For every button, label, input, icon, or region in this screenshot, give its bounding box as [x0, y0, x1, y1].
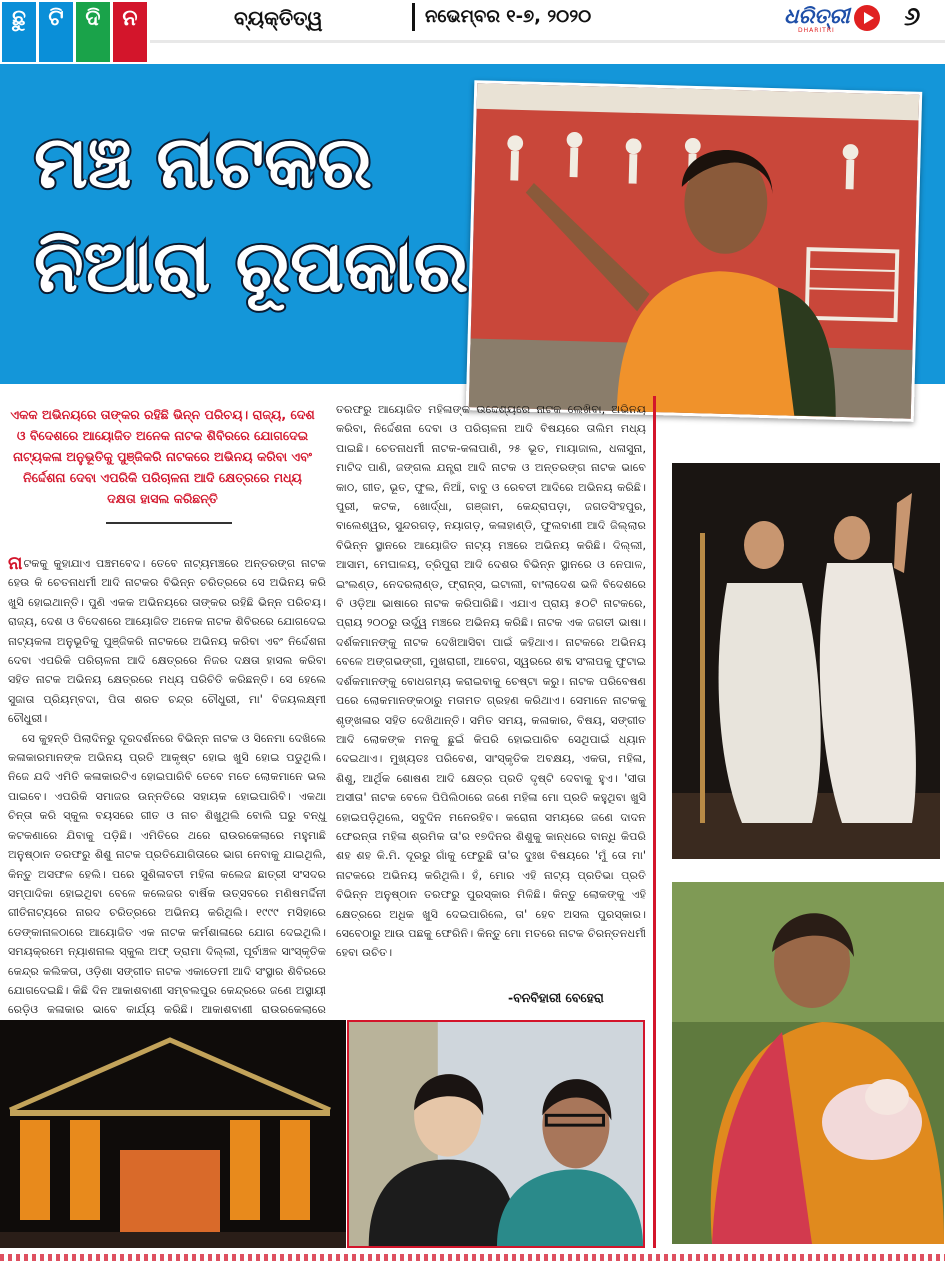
stage-performance-photo [672, 463, 940, 859]
intro-divider [106, 522, 232, 524]
footer-rule [0, 1254, 945, 1261]
headline-line-2: ନିଆରା ରୂପକାର [34, 224, 469, 308]
article-paragraph: ନାଟକକୁ କୁହାଯାଏ ପଞ୍ଚମବେଦ। ତେବେ ନାଟ୍ୟମଞ୍ଚରେ ଅନ୍ତରଙ୍ଗ ନାଟକ ହେଉ କି ଚେତନାଧର୍ମୀ ଆଦି ନାଟକର ବିଭିନ୍ନ ଚରିତ୍ରରେ ସେ ଅଭିନୟ କରି ଖୁସି ହୋଇଥାନ୍ତି। ପୁଣି ଏକକ ଅଭିନୟରେ ତାଙ୍କର ରହିଛି ଭିନ୍ନ ପରିଚୟ। ରାଜ୍ୟ, ଦେଶ ଓ ବିଦେଶରେ ଆୟୋଜିତ ଅନେକ ନାଟକ ଶିବିରରେ ଯୋଗଦେଇ ନାଟ୍ୟକଳା ଅନୁଭୂତିକୁ ପୁଞ୍ଜିକରି ନାଟକରେ ଅଭିନୟ କରିବା ଏବଂ ନିର୍ଦ୍ଦେଶନା ଦେବା ଏପରିକି ପରିଚାଳନା ଆଦି କ୍ଷେତ୍ରରେ ନିଜର ଦକ୍ଷତା ହାସଲ କରିବା ସହିତ ନାଟକ ଅଭିନୟ କ୍ଷେତ୍ରରେ ମଧ୍ୟ ପରିଚିତି କରିଛନ୍ତି। ସେ ହେଲେ ସୁଜାତା ପ୍ରିୟମ୍ବଦା, ପିତା ଶରତ ଚନ୍ଦ୍ର ଚୌଧୁରୀ, ମା' ବିଜୟଲକ୍ଷ୍ମୀ ଚୌଧୁରୀ। [8, 553, 326, 726]
selfie-photo [347, 1020, 645, 1248]
article-column-1 [8, 553, 326, 1017]
section-logo [2, 2, 147, 62]
brand-subtitle: DHARITRI [798, 27, 835, 34]
article-paragraph: ତରଫରୁ ଆୟୋଜିତ ମହିଳାଙ୍କ ଉଦ୍ଦେଶ୍ୟରେ ନାଟକ ଲେଖିବା, ଅଭିନୟ କରିବା, ନିର୍ଦ୍ଦେଶନା ଦେବା ଓ ପରିଚାଳନା ଆଦି ବିଷୟରେ ତାଲିମ ମଧ୍ୟ ପାଇଛି। ଚେତନାଧର୍ମୀ ନାଟକ-କଳାପାଣି, ୨୫ ଭୂତ, ମାୟାଜାଲ, ଧଳାସୁନା, ମାଟିଦ ପାଣି, ଜଙ୍ଗଲ ଯନ୍ତ୍ରା ଆଦି ନାଟକ ଓ ଅନ୍ତରଙ୍ଗ ନାଟକ ଭାବେ କାଠ, ଗୀତ, ଭୂତ, ଫୁଲ, ନିଆଁ, ବାବୁ ଓ ରେବତୀ ଆଦିରେ ଅଭିନୟ କରିଛି। ପୁରୀ, କଟକ, ଖୋର୍ଦ୍ଧା, ଗଞ୍ଜାମ, କେନ୍ଦ୍ରାପଡ଼ା, ଜଗତସିଂହପୁର, ବାଲେଶ୍ୱର, ସୁନ୍ଦରଗଡ଼, ନୟାଗଡ଼, କଳାହାଣ୍ଡି, ଫୁଲବାଣୀ ଆଦି ଜିଲ୍ଲାର ବିଭିନ୍ନ ସ୍ଥାନରେ ଆୟୋଜିତ ନାଟ୍ୟ ମଞ୍ଚରେ ଅଭିନୟ କରିଛି। ଦିଲ୍ଲୀ, ଆସାମ, ମେଘାଳୟ, ତ୍ରିପୁରା ଆଦି ଦେଶର ବିଭିନ୍ନ ସ୍ଥାନରେ ଓ ନେପାଳ, ଇଂଲଣ୍ଡ, ନେଦରଲାଣ୍ଡ, ଫ୍ରାନ୍ସ, ଇଟାଲୀ, ବାଂଲାଦେଶ ଭଳି ବିଦେଶରେ ବି ଓଡ଼ିଆ ଭାଷାରେ ନାଟକ କରିପାରିଛି। ଏଯାଏ ପ୍ରାୟ ୫୦ଟି ନାଟକରେ, ପ୍ରାୟ ୨୦୦ରୁ ଉର୍ଦ୍ଧ୍ୱ ମଞ୍ଚରେ ଅଭିନୟ କରିଛି। ନାଟକ ଏକ ଜଗତୀ ଭାଷା। ଦର୍ଶକମାନଙ୍କୁ ନାଟକ ଦେଖିଆସିବା ପାଇଁ କହିଥାଏ। ନାଟକରେ ଅଭିନୟ ବେଳେ ଅଙ୍ଗଭଙ୍ଗୀ, ମୁଖରାଗୀ, ଆବେଗ, ସ୍ୱରରେ ଶବ୍ଦ ସଂଳାପକୁ ଫୁଟାଇ ଦର୍ଶକମାନଙ୍କୁ ବୋଧଗମ୍ୟ କରାଇବାକୁ ଚେଷ୍ଟା କରୁ। ନାଟକ ପରିବେଷଣ ପରେ ଲୋକମାନଙ୍କଠାରୁ ମତାମତ ଗ୍ରହଣ କରିଥାଏ। ସେମାନେ ନାଟକକୁ ଶୃଙ୍ଖଳାର ସହିତ ଦେଖିଥାନ୍ତି। ସମିତ ସମୟ, କଳାକାର, ବିଷୟ, ସଙ୍ଗୀତ ଆଦି ଲୋକଙ୍କ ମନକୁ ଛୁଇଁ କିପରି ହୋଇପାରିବ ସେଥିପାଇଁ ଧ୍ୟାନ ଦେଇଥାଏ। ମୁଖ୍ୟତଃ ପରିବେଶ, ସାଂସ୍କୃତିକ ଅବକ୍ଷୟ, ଏକତା, ମହିଳା, ଶିଶୁ, ଆର୍ଥିକ ଶୋଷଣ ଆଦି କ୍ଷେତ୍ର ପ୍ରତି ଦୃଷ୍ଟି ଦେବାକୁ ହୁଏ। 'ସୀତା ଅସୀତା' ନାଟକ ବେଳେ ପିପିଲିଠାରେ ଜଣେ ମହିଳା ମୋ ପ୍ରତି କହୁଥିବା ଖୁସି ହୋଇପଡ଼ିଥିଲେ, ସବୁଦିନ ମନେରହିବ। କରୋନା ସମୟରେ ଜଣେ ଦାଦନ ଫେରନ୍ତା ମହିଳା ଶ୍ରମିକ ତା'ର ୧୭ଦିନର ଶିଶୁକୁ କାନ୍ଧରେ ବାନ୍ଧି କିପରି ଶହ ଶହ କି.ମି. ଦୂରରୁ ଗାଁକୁ ଫେରୁଛି ତା'ର ଦୁଃଖ ବିଷୟରେ 'ମୁଁ ତୋ ମା' ନାଟକରେ ଅଭିନୟ କରିଥିଲି। ହଁ, ମୋର ଏହି ନାଟ୍ୟ ପ୍ରତିଭା ପ୍ରତି ବିଭିନ୍ନ ଅନୁଷ୍ଠାନ ତରଫରୁ ପୁରସ୍କାର ମିଳିଛି। କିନ୍ତୁ ଲୋକଙ୍କୁ ଏହି କ୍ଷେତ୍ରରେ ଅଧିକ ଖୁସି ଦେଇପାରିଲେ, ତା' ହେବ ଅସଲ ପୁରସ୍କାର। ସେବେଠାରୁ ଆଉ ପଛକୁ ଫେରିନି। କିନ୍ତୁ ମୋ ମତରେ ନାଟକ ଚିରନ୍ତନଧର୍ମୀ ହେବା ଉଚିତ। [336, 403, 646, 960]
logo-letter: ଛୁ [2, 2, 36, 62]
page-number: ୬ [904, 2, 921, 32]
hero-portrait-photo [466, 80, 922, 422]
play-icon [854, 5, 880, 31]
masthead [0, 0, 945, 42]
logo-letter: ନ [113, 2, 147, 62]
brand-logo: ଧରିତ୍ରୀ [784, 4, 850, 28]
issue-date: ନଭେମ୍ବର ୧-୭, ୨୦୨୦ [412, 3, 704, 31]
headline-line-1: ମଞ୍ଚ ନାଟକର [34, 120, 372, 204]
stage-group-photo [0, 1020, 346, 1248]
byline: -ବନବିହାରୀ ବେହେରା [508, 990, 604, 1005]
logo-letter: ଦି [76, 2, 110, 62]
headline [34, 110, 474, 318]
article-paragraph: ସେ କୁହନ୍ତି ପିଲାଦିନରୁ ଦୂରଦର୍ଶନରେ ବିଭିନ୍ନ ନାଟକ ଓ ସିନେମା ଦେଖିଲେ କଳାକାରମାନଙ୍କ ଅଭିନୟ ପ୍ରତି ଆକୃଷ୍ଟ ହୋଇ ଖୁସି ହୋଇ ପଡୁଥିଲି। ନିଜେ ଯଦି ଏମିତି କଳାକାରଟିଏ ହୋଇପାରିବି ତେବେ ମତେ ଲୋକମାନେ ଭଲ ପାଇବେ। ଏପରିକି ସମାଜର ଉନ୍ନତିରେ ସହାୟକ ହୋଇପାରିବି। ଏକଥା ଚିନ୍ତା କରି ସ୍କୁଲ ବୟସରେ ଗୀତ ଓ ନାଚ ଶିଖୁଥିଲି ବୋଲି ଘରୁ ବନ୍ଧୁ କଟକଣାରେ ଯିବାକୁ ପଡ଼ିଛି। ଏମିତିରେ ଥରେ ରାଉରକେଲାରେ ମହୁମାଛି ଅନୁଷ୍ଠାନ ତରଫରୁ ଶିଶୁ ନାଟକ ପ୍ରତିଯୋଗିତାରେ ଭାଗ ନେବାକୁ ଯାଇଥିଲି, କିନ୍ତୁ ଅସଫଳ ହେଲି। ପରେ ସୁଶିଳାବତୀ ମହିଳା କଲେଜ ଛାତ୍ରୀ ସଂସଦର ସମ୍ପାଦିକା ହୋଇଥିବା ବେଳେ କଲେଜର ବାର୍ଷିକ ଉତ୍ସବରେ ମଣିଷମର୍ଦ୍ଦିନୀ ଗୀତିନାଟ୍ୟରେ ନାରଦ ଚରିତ୍ରରେ ଅଭିନୟ କରିଥିଲି। ୧୯୯୯ ମସିହାରେ ଡେଙ୍କାନାଳଠାରେ ଆୟୋଜିତ ଏକ ନାଟକ କର୍ମଶାଳାରେ ଯୋଗ ଦେଇଥିଲି। ସମୟକ୍ରମେ ନ୍ୟାଶନାଲ ସ୍କୁଲ ଅଫ୍ ଡ୍ରାମା ଦିଲ୍ଲୀ, ପୂର୍ବାଞ୍ଚଳ ସାଂସ୍କୃତିକ କେନ୍ଦ୍ର କଲିକତା, ଓଡ଼ିଶା ସଙ୍ଗୀତ ନାଟକ ଏକାଡେମୀ ଆଦି ସଂସ୍ଥାର ଶିବିରରେ ଯୋଗଦେଇଛି। କିଛି ଦିନ ଆକାଶବାଣୀ ସମ୍ବଲପୁର କେନ୍ଦ୍ରରେ ଜଣେ ଅସ୍ଥାୟୀ ରେଡ଼ିଓ କଳାକାର ଭାବେ କାର୍ଯ୍ୟ କରିଛି। ଆକାଶବାଣୀ ରାଉରକେଲାରେ [8, 731, 326, 1017]
mother-child-photo [672, 882, 944, 1244]
section-name: ବ୍ୟକ୍ତିତ୍ୱ [234, 6, 323, 30]
article-column-2 [336, 400, 646, 974]
drop-cap: ନା [8, 553, 23, 574]
header-divider [150, 40, 945, 43]
logo-letter: ଟି [39, 2, 73, 62]
column-divider [653, 396, 656, 1248]
intro-standfirst: ଏକକ ଅଭିନୟରେ ତାଙ୍କର ରହିଛି ଭିନ୍ନ ପରିଚୟ। ରାଜ୍ୟ, ଦେଶ ଓ ବିଦେଶରେ ଆୟୋଜିତ ଅନେକ ନାଟକ ଶିବିରରେ ଯୋଗଦେଇ ନାଟ୍ୟକଳା ଅନୁଭୂତିକୁ ପୁଞ୍ଜିକରି ନାଟକରେ ଅଭିନୟ କରିବା ଏବଂ ନିର୍ଦ୍ଦେଶନା ଦେବା ଏପରିକି ପରିଚାଳନା ଆଦି କ୍ଷେତ୍ରରେ ମଧ୍ୟ ଦକ୍ଷତା ହାସଲ କରିଛନ୍ତି [10, 407, 315, 506]
